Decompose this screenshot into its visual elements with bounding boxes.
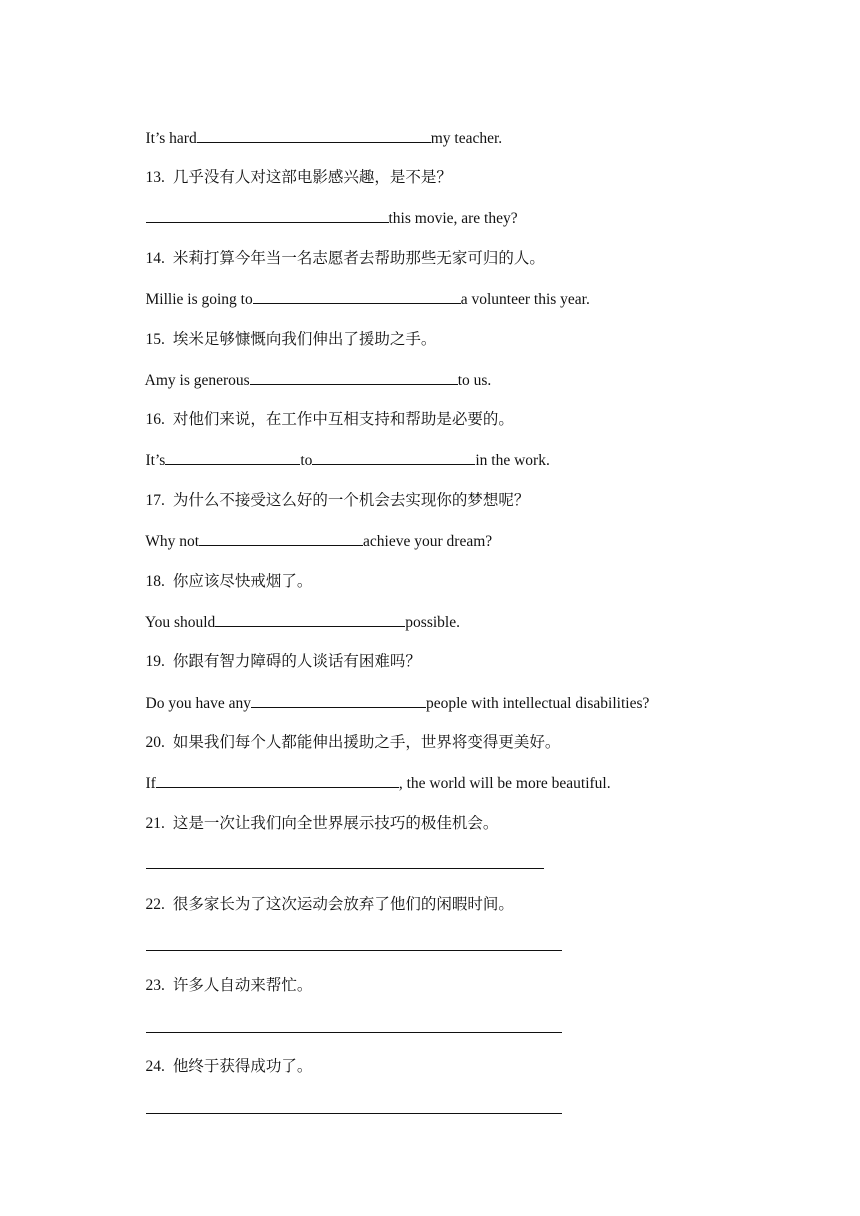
question-number: 20.	[145, 734, 165, 751]
question-number: 22.	[145, 896, 165, 913]
answer-blank[interactable]	[251, 693, 426, 708]
answer-text: achieve your dream?	[363, 533, 493, 550]
question-text: 这是一次让我们向全世界展示技巧的极佳机会。	[172, 815, 499, 832]
question-text: 很多家长为了这次运动会放弃了他们的闲暇时间。	[172, 896, 514, 913]
question-number: 21.	[145, 815, 165, 832]
answer-blank[interactable]	[253, 289, 461, 304]
answer-text: this movie, are they?	[388, 210, 518, 227]
answer-blank[interactable]	[197, 128, 431, 143]
answer-text: If	[145, 775, 156, 792]
question-number: 23.	[145, 977, 165, 994]
question-number: 17.	[145, 492, 165, 509]
question-text: 米莉打算今年当一名志愿者去帮助那些无家可归的人。	[172, 250, 545, 267]
answer-text: Why not	[145, 533, 200, 550]
answer-blank[interactable]	[156, 773, 399, 788]
answer-text: to	[300, 452, 313, 469]
answer-text: , the world will be more beautiful.	[398, 775, 611, 792]
answer-text: It’s hard	[145, 130, 197, 147]
answer-blank[interactable]	[146, 1099, 562, 1114]
question-text: 他终于获得成功了。	[172, 1058, 313, 1075]
answer-blank[interactable]	[146, 208, 389, 223]
answer-blank[interactable]	[146, 854, 544, 869]
answer-text: It’s	[145, 452, 166, 469]
answer-blank[interactable]	[215, 612, 405, 627]
question-text: 对他们来说，在工作中互相支持和帮助是必要的。	[172, 411, 514, 428]
answer-text: possible.	[405, 614, 460, 631]
answer-blank[interactable]	[146, 1018, 562, 1033]
answer-text: my teacher.	[430, 130, 503, 147]
answer-line-24	[130, 1079, 562, 1140]
question-text: 为什么不接受这么好的一个机会去实现你的梦想呢？	[172, 492, 530, 509]
answer-text: in the work.	[475, 452, 550, 469]
answer-text: a volunteer this year.	[460, 291, 590, 308]
question-number: 24.	[145, 1058, 165, 1075]
answer-text: You should	[144, 614, 216, 631]
question-number: 15.	[145, 331, 165, 348]
answer-blank[interactable]	[146, 936, 562, 951]
question-number: 19.	[145, 653, 165, 670]
question-text: 如果我们每个人都能伸出援助之手，世界将变得更美好。	[172, 734, 561, 751]
answer-blank[interactable]	[312, 450, 475, 465]
question-number: 18.	[145, 573, 165, 590]
answer-blank[interactable]	[199, 531, 363, 546]
answer-text: Amy is generous	[144, 372, 250, 389]
question-text: 你跟有智力障碍的人谈话有困难吗？	[172, 653, 421, 670]
answer-text: to us.	[457, 372, 492, 389]
question-text: 埃米足够慷慨向我们伸出了援助之手。	[172, 331, 437, 348]
question-number: 14.	[145, 250, 165, 267]
question-text: 你应该尽快戒烟了。	[172, 573, 313, 590]
answer-blank[interactable]	[250, 370, 458, 385]
answer-text: people with intellectual disabilities?	[425, 695, 650, 712]
answer-blank[interactable]	[165, 450, 300, 465]
question-number: 16.	[145, 411, 165, 428]
question-number: 13.	[145, 169, 165, 186]
question-text: 许多人自动来帮忙。	[172, 977, 313, 994]
question-text: 几乎没有人对这部电影感兴趣，是不是？	[172, 169, 452, 186]
answer-text: Millie is going to	[145, 291, 253, 308]
answer-text: Do you have any	[145, 695, 251, 712]
